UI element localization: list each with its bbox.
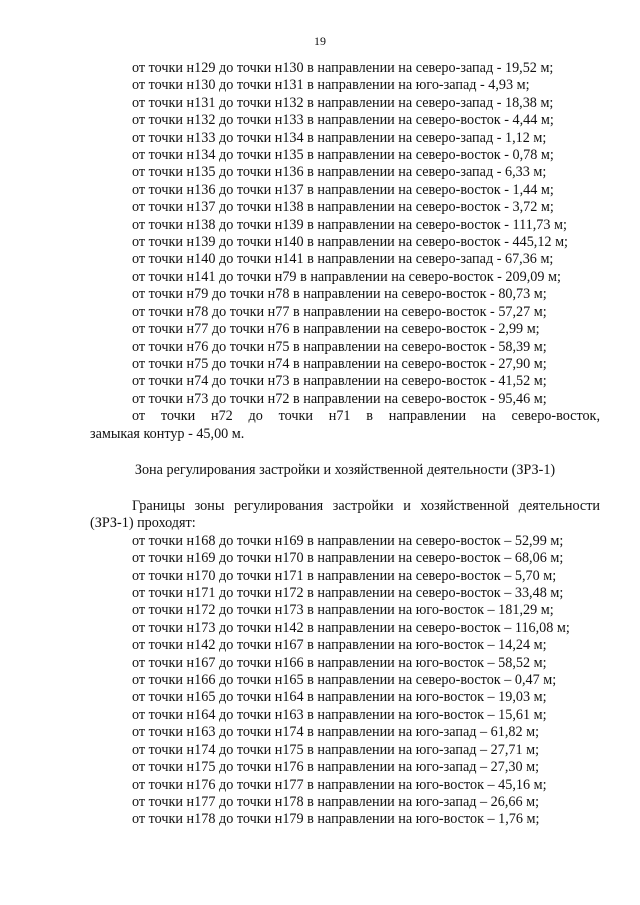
list-item: от точки н142 до точки н167 в направлении на юго-восток – 14,24 м;: [132, 637, 547, 654]
list-item: от точки н173 до точки н142 в направлении на северо-восток – 116,08 м;: [132, 619, 570, 636]
list-item: от точки н76 до точки н75 в направлении на северо-восток - 58,39 м;: [132, 338, 547, 355]
boundary-list-1: [90, 60, 600, 443]
list-item: от точки н75 до точки н74 в направлении на северо-восток - 27,90 м;: [132, 355, 547, 372]
list-item: от точки н170 до точки н171 в направлении на северо-восток – 5,70 м;: [132, 567, 557, 584]
list-item: от точки н133 до точки н134 в направлении на северо-запад - 1,12 м;: [132, 129, 547, 146]
list-item: от точки н178 до точки н179 в направлении на юго-восток – 1,76 м;: [132, 811, 540, 828]
list-item: от точки н129 до точки н130 в направлении на северо-запад - 19,52 м;: [132, 60, 554, 76]
list-item: от точки н175 до точки н176 в направлении на юго-запад – 27,30 м;: [132, 759, 540, 776]
list-item: от точки н136 до точки н137 в направлении на северо-восток - 1,44 м;: [132, 181, 554, 198]
list-item: от точки н79 до точки н78 в направлении на северо-восток - 80,73 м;: [132, 286, 547, 303]
list-item: от точки н141 до точки н79 в направлении на северо-восток - 209,09 м;: [132, 268, 561, 285]
intro-paragraph: Границы зоны регулирования застройки и хозяйственной деятельности: [132, 498, 600, 514]
list-item: от точки н78 до точки н77 в направлении на северо-восток - 57,27 м;: [132, 303, 547, 320]
list-item: от точки н164 до точки н163 в направлении на юго-восток – 15,61 м;: [132, 706, 547, 723]
list-item: от точки н169 до точки н170 в направлении на северо-восток – 68,06 м;: [132, 550, 564, 567]
list-item: от точки н168 до точки н169 в направлении на северо-восток – 52,99 м;: [132, 532, 564, 549]
list-item: от точки н135 до точки н136 в направлении на северо-запад - 6,33 м;: [132, 164, 547, 181]
list-item-last-continuation: замыкая контур - 45,00 м.: [90, 425, 245, 442]
list-item: от точки н131 до точки н132 в направлении на северо-запад - 18,38 м;: [132, 94, 554, 111]
list-item: от точки н77 до точки н76 в направлении на северо-восток - 2,99 м;: [132, 321, 540, 338]
list-item: от точки н130 до точки н131 в направлении на юго-запад - 4,93 м;: [132, 77, 530, 94]
list-item: от точки н74 до точки н73 в направлении на северо-восток - 41,52 м;: [132, 373, 547, 390]
list-item: от точки н138 до точки н139 в направлении на северо-восток - 111,73 м;: [132, 216, 567, 233]
intro-paragraph-continuation: (ЗРЗ-1) проходят:: [90, 515, 196, 532]
list-item: от точки н73 до точки н72 в направлении на северо-восток - 95,46 м;: [132, 390, 547, 407]
list-item: от точки н174 до точки н175 в направлении на юго-запад – 27,71 м;: [132, 741, 540, 758]
list-item: от точки н137 до точки н138 в направлении на северо-восток - 3,72 м;: [132, 199, 554, 216]
list-item: от точки н167 до точки н166 в направлении на юго-восток – 58,52 м;: [132, 654, 547, 671]
section-heading: Зона регулирования застройки и хозяйственной деятельности (ЗРЗ-1): [134, 462, 556, 478]
list-item: от точки н139 до точки н140 в направлении на северо-восток - 445,12 м;: [132, 234, 568, 251]
list-item: от точки н171 до точки н172 в направлении на северо-восток – 33,48 м;: [132, 585, 564, 602]
list-item: от точки н172 до точки н173 в направлении на юго-восток – 181,29 м;: [132, 602, 554, 619]
list-item: от точки н176 до точки н177 в направлении на юго-восток – 45,16 м;: [132, 776, 547, 793]
list-item: от точки н134 до точки н135 в направлении на северо-восток - 0,78 м;: [132, 147, 554, 164]
list-item: от точки н166 до точки н165 в направлении на северо-восток – 0,47 м;: [132, 672, 557, 689]
list-item-last: от точки н72 до точки н71 в направлении на северо-восток,: [132, 408, 600, 425]
boundary-list-2: [90, 498, 600, 829]
list-item: от точки н132 до точки н133 в направлении на северо-восток - 4,44 м;: [132, 112, 554, 129]
list-item: от точки н140 до точки н141 в направлении на северо-запад - 67,36 м;: [132, 251, 554, 268]
list-item: от точки н165 до точки н164 в направлении на юго-восток – 19,03 м;: [132, 689, 547, 706]
list-item: от точки н163 до точки н174 в направлении на юго-запад – 61,82 м;: [132, 724, 540, 741]
page-number: 19: [314, 34, 326, 48]
list-item: от точки н177 до точки н178 в направлении на юго-запад – 26,66 м;: [132, 793, 540, 810]
